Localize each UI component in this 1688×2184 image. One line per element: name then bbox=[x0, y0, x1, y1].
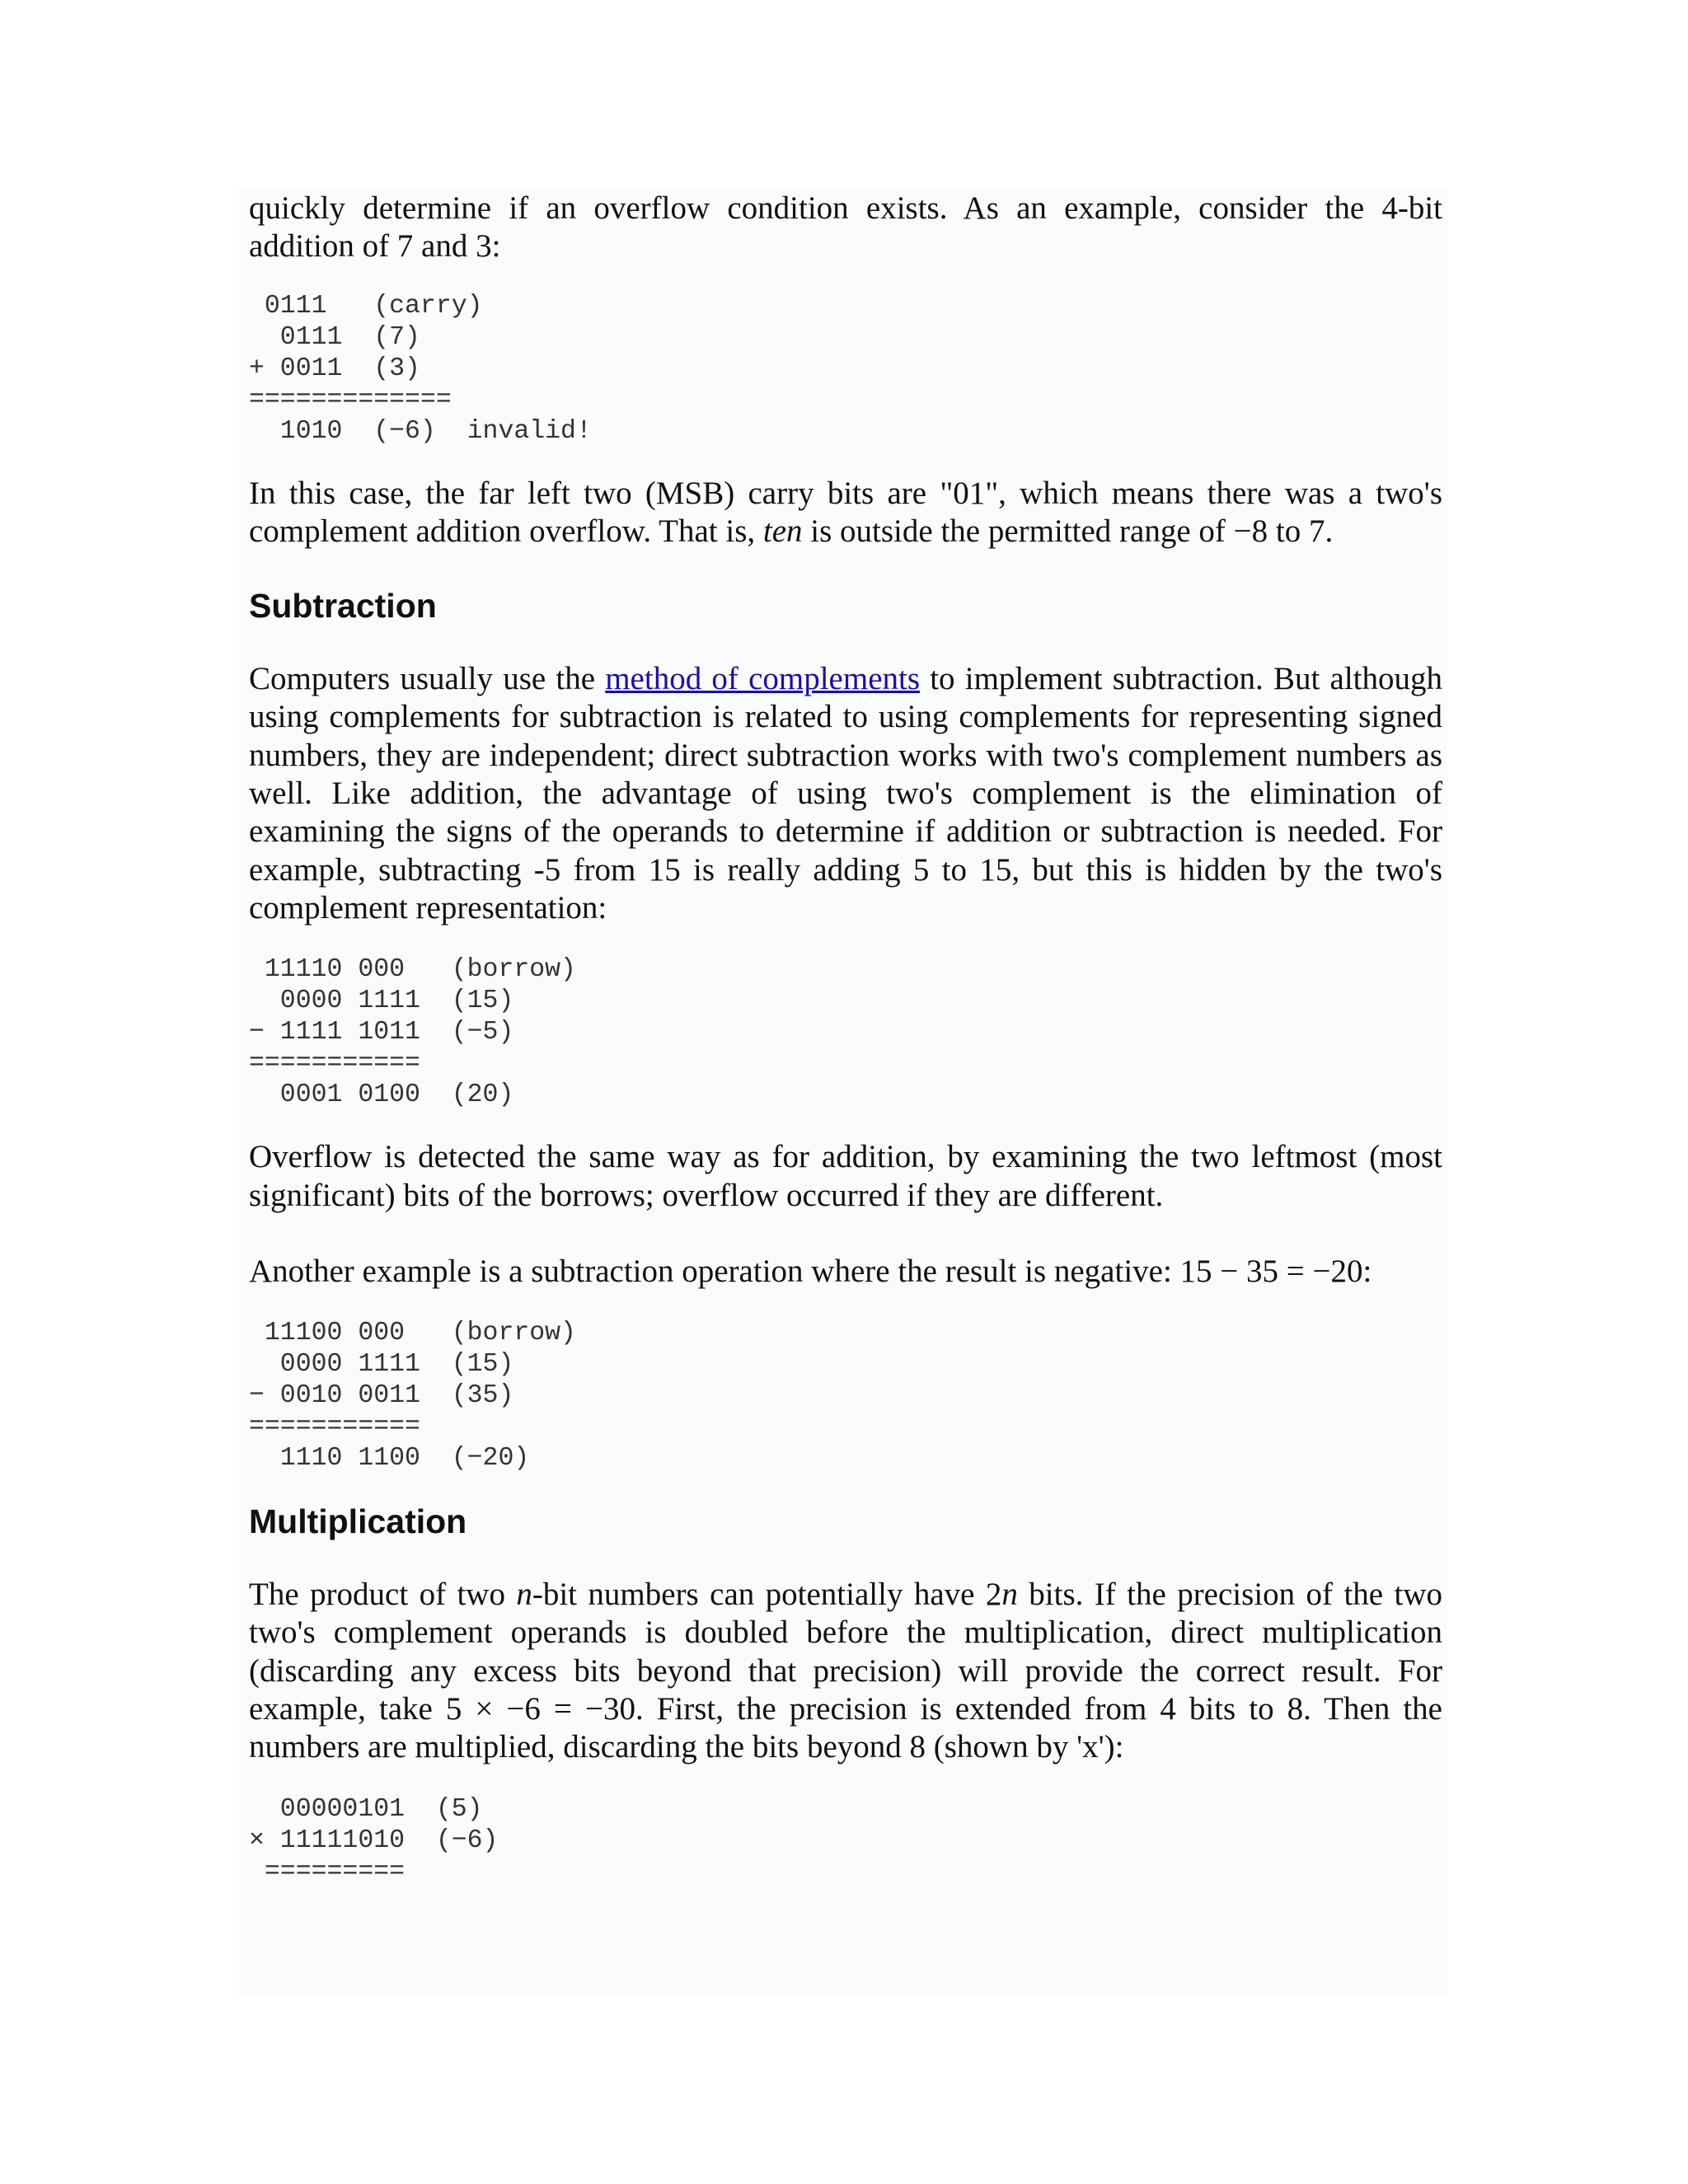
code-line: 11110 000 (borrow) bbox=[249, 955, 576, 985]
multiplication-text-3: bits. If the precision of the two two's complement operands is doubled before the multiplication, direct multiplication (discarding any excess bits beyond that precision) will provide the correct result. For example, take 5 × −6 = −30. First, the precision is extended from 4 bits to 8. Then the numbers are multiplied, discarding the bits beyond 8 (shown by 'x'): bbox=[249, 1577, 1442, 1765]
overflow-text-2: is outside the permitted range of −8 to 7. bbox=[802, 513, 1334, 549]
code-line: 0001 0100 (20) bbox=[249, 1080, 514, 1110]
multiplication-heading: Multiplication bbox=[249, 1502, 467, 1541]
overflow-text-1: In this case, the far left two (MSB) carry bits are "01", which means there was a two's complement addition overflow. That is, bbox=[249, 475, 1442, 549]
code-line: =========== bbox=[249, 1413, 420, 1442]
code-line: × 11111010 (−6) bbox=[249, 1825, 499, 1855]
overflow-detection-paragraph: Overflow is detected the same way as for addition, by examining the two leftmost (most significant) bits of the borrows; overflow occurred if they are different. bbox=[249, 1139, 1442, 1213]
code-line: 0000 1111 (15) bbox=[249, 1350, 514, 1380]
code-line: − 0010 0011 (35) bbox=[249, 1381, 514, 1411]
overflow-emphasis: ten bbox=[762, 513, 803, 549]
code-line: =========== bbox=[249, 1049, 420, 1079]
subtraction-text-1: Computers usually use the bbox=[249, 661, 606, 697]
code-line: 00000101 (5) bbox=[249, 1794, 483, 1824]
multiplication-text-1: The product of two bbox=[249, 1577, 517, 1613]
subtraction-paragraph bbox=[249, 660, 1442, 927]
code-line: ============= bbox=[249, 385, 452, 415]
code-line: 0111 (7) bbox=[249, 322, 420, 352]
negative-subtraction-code bbox=[249, 1318, 1442, 1474]
method-of-complements-link[interactable]: method of complements bbox=[605, 661, 921, 697]
intro-paragraph: quickly determine if an overflow condition exists. As an example, consider the 4-bit addition of 7 and 3: bbox=[249, 190, 1442, 265]
code-line: 0000 1111 (15) bbox=[249, 987, 514, 1016]
code-line: + 0011 (3) bbox=[249, 354, 420, 383]
subtraction-example-code bbox=[249, 954, 1442, 1111]
variable-n: n bbox=[516, 1577, 532, 1613]
subtraction-text-2: to implement subtraction. But although using complements for subtraction is related to using complements for representing signed numbers, they are independent; direct subtraction works with two's complement numbers as well. Like addition, the advantage of using two's complement is the elimination of examining the signs of the operands to determine if addition or subtraction is needed. For example, subtracting -5 from 15 is really adding 5 to 15, but this is hidden by the two's complement representation: bbox=[249, 661, 1442, 926]
article-body bbox=[249, 190, 1442, 1888]
code-line: 11100 000 (borrow) bbox=[249, 1319, 576, 1348]
subtraction-heading: Subtraction bbox=[249, 587, 437, 626]
multiplication-text-2: -bit numbers can potentially have 2 bbox=[532, 1577, 1002, 1613]
code-line: 0111 (carry) bbox=[249, 291, 483, 321]
addition-example-code bbox=[249, 291, 1442, 448]
variable-n: n bbox=[1001, 1577, 1018, 1613]
code-line: − 1111 1011 (−5) bbox=[249, 1018, 514, 1047]
code-line: 1010 (−6) invalid! bbox=[249, 416, 592, 446]
code-line: ========= bbox=[249, 1857, 406, 1886]
code-line: 1110 1100 (−20) bbox=[249, 1444, 530, 1474]
multiplication-example-code bbox=[249, 1794, 1442, 1888]
negative-result-paragraph: Another example is a subtraction operation where the result is negative: 15 − 35 = −20: bbox=[249, 1253, 1372, 1289]
overflow-paragraph bbox=[249, 475, 1442, 551]
multiplication-paragraph bbox=[249, 1576, 1442, 1766]
